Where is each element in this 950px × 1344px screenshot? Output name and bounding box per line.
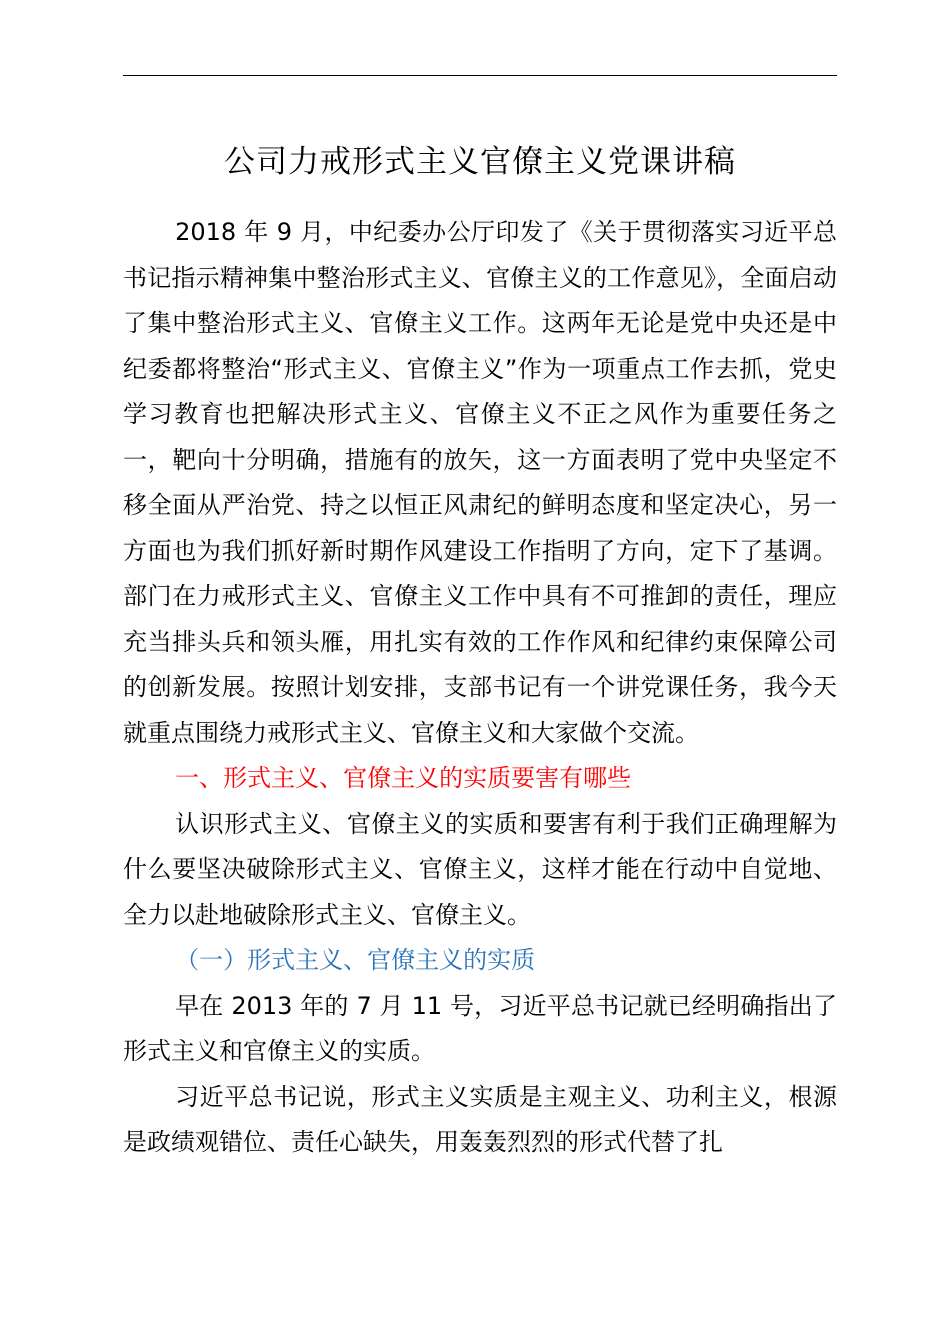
document-body — [123, 210, 837, 1166]
subsection-heading-1: （一）形式主义、官僚主义的实质 — [175, 946, 536, 974]
header-rule — [123, 75, 837, 76]
section-heading-1: 一、形式主义、官僚主义的实质要害有哪些 — [175, 764, 632, 792]
subsection-1-paragraph-1: 早在 2013 年的 7 月 11 号，习近平总书记就已经明确指出了形式主义和官僚主义的实质。 — [123, 991, 837, 1065]
intro-paragraph: 2018 年 9 月，中纪委办公厅印发了《关于贯彻落实习近平总书记指示精神集中整治形式主义、官僚主义的工作意见》，全面启动了集中整治形式主义、官僚主义工作。这两年无论是党中央还是中纪委都将整治“形式主义、官僚主义”作为一项重点工作去抓，党史学习教育也把解决形式主义、官僚主义不正之风作为重要任务之一，靶向十分明确，措施有的放矢，这一方面表明了党中央坚定不移全面从严治党、持之以恒正风肃纪的鲜明态度和坚定决心，另一方面也为我们抓好新时期作风建设工作指明了方向，定下了基调。部门在力戒形式主义、官僚主义工作中具有不可推卸的责任，理应充当排头兵和领头雁，用扎实有效的工作作风和纪律约束保障公司的创新发展。按照计划安排，支部书记有一个讲党课任务，我今天就重点围绕力戒形式主义、官僚主义和大家做个交流。 — [123, 218, 837, 747]
subsection-1-paragraph-2: 习近平总书记说，形式主义实质是主观主义、功利主义，根源是政绩观错位、责任心缺失，用轰轰烈烈的形式代替了扎 — [123, 1082, 837, 1156]
document-title: 公司力戒形式主义官僚主义党课讲稿 — [224, 144, 736, 180]
section-1-paragraph: 认识形式主义、官僚主义的实质和要害有利于我们正确理解为什么要坚决破除形式主义、官僚主义，这样才能在行动中自觉地、全力以赴地破除形式主义、官僚主义。 — [123, 809, 837, 929]
